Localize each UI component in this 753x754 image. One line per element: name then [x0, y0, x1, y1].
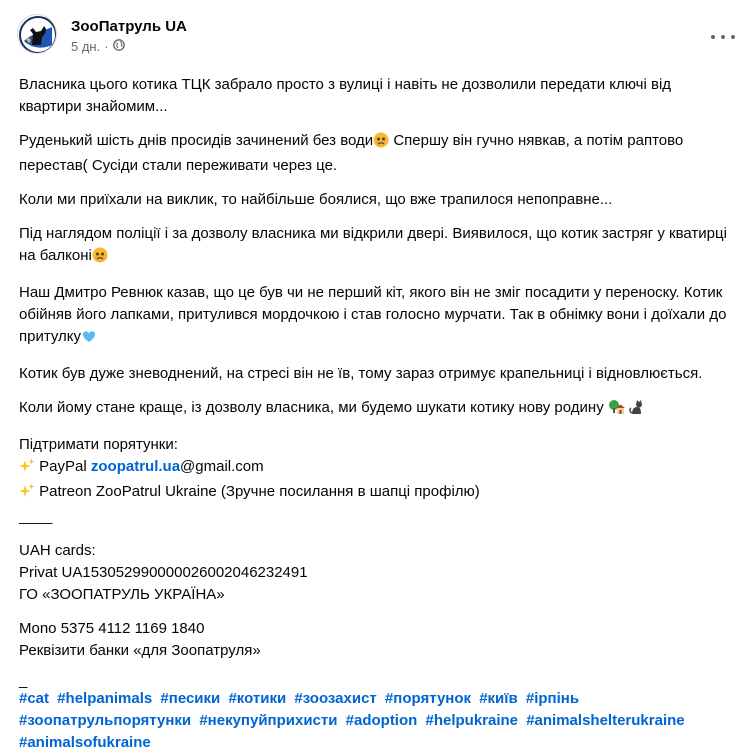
post-body	[19, 74, 735, 754]
paypal-link[interactable]: zoopatrul.ua	[90, 458, 181, 475]
hashtag-link[interactable]: #песики	[160, 690, 221, 707]
hashtag-link[interactable]: #порятунок	[384, 690, 472, 707]
zoopatrul-logo	[18, 15, 57, 54]
cat-icon	[629, 399, 645, 422]
hashtag-link[interactable]: #helpukraine	[425, 712, 519, 729]
house-with-tree-icon	[608, 399, 625, 422]
post-paragraph: Власника цього котика ТЦК забрало просто з вулиці і навіть не дозволили передати ключі від квартири знайомим...	[19, 76, 672, 115]
divider-line: _	[19, 672, 28, 689]
blue-heart-icon	[81, 328, 97, 351]
support-heading: Підтримати порятунки:	[19, 436, 178, 453]
more-options-button[interactable]	[711, 30, 735, 44]
paypal-line: PayPal zoopatrul.ua@gmail.com	[19, 456, 735, 481]
globe-icon[interactable]	[113, 39, 125, 54]
post-time[interactable]: 5 дн.	[71, 39, 101, 54]
page-name[interactable]: ЗооПатруль UA	[71, 18, 187, 35]
post-paragraph: Коли йому стане краще, із дозволу власника, ми будемо шукати котику нову родину	[19, 397, 735, 422]
sparkles-icon	[19, 458, 35, 481]
hashtag-link[interactable]: #animalsofukraine	[19, 734, 151, 751]
hashtag-link[interactable]: #некупуйприхисти	[199, 712, 338, 729]
mono-card: Mono 5375 4112 1169 1840	[19, 620, 205, 637]
hashtag-link[interactable]: #animalshelterukraine	[526, 712, 685, 729]
post-meta	[71, 39, 125, 54]
bank-details: Реквізити банки «для Зоопатруля»	[19, 642, 261, 659]
divider-line: ____	[19, 508, 53, 525]
post-header	[17, 14, 753, 62]
bank-heading: UAH cards:	[19, 542, 96, 559]
patreon-line: Patreon ZooPatrul Ukraine (Зручне посилання в шапці профілю)	[19, 481, 735, 506]
sad-face-icon	[373, 132, 389, 155]
post-paragraph: Руденький шість днів просидів зачинений без води Спершу він гучно нявкав, а потім раптово перестав( Сусіди стали переживати через це.	[19, 132, 684, 174]
hashtag-link[interactable]: #helpanimals	[57, 690, 153, 707]
org-name: ГО «ЗООПАТРУЛЬ УКРАЇНА»	[19, 586, 225, 603]
hashtag-link[interactable]: #ірпінь	[525, 690, 580, 707]
hashtag-link[interactable]: #зоозахист	[294, 690, 377, 707]
post-paragraph: Під наглядом поліції і за дозволу власника ми відкрили двері. Виявилося, що котик застряг у кватирці на балконі	[19, 223, 735, 270]
post-paragraph: Коли ми приїхали на виклик, то найбільше боялися, що вже трапилося непоправне...	[19, 191, 613, 208]
hashtag-link[interactable]: #котики	[228, 690, 287, 707]
meta-separator: ·	[104, 39, 109, 54]
hashtag-link[interactable]: #cat	[19, 690, 50, 707]
page-avatar[interactable]	[17, 14, 57, 54]
post-paragraph: Котик був дуже зневоднений, на стресі він не їв, тому зараз отримує крапельниці і відновлюється.	[19, 365, 703, 382]
hashtag-list	[19, 688, 735, 754]
privat-account: Privat UA153052990000026002046232491	[19, 564, 308, 581]
sparkles-icon	[19, 483, 35, 506]
post-paragraph: Наш Дмитро Ревнюк казав, що це був чи не перший кіт, якого він не зміг посадити у переноску. Котик обійняв його лапками, притулився мордочкою і став голосно мурчати. Так в обнімку вони і доїхали до притулку	[19, 282, 735, 351]
hashtag-link[interactable]: #adoption	[345, 712, 418, 729]
sad-face-icon	[92, 247, 108, 270]
hashtag-link[interactable]: #зоопатрульпорятунки	[19, 712, 192, 729]
hashtag-link[interactable]: #київ	[479, 690, 518, 707]
